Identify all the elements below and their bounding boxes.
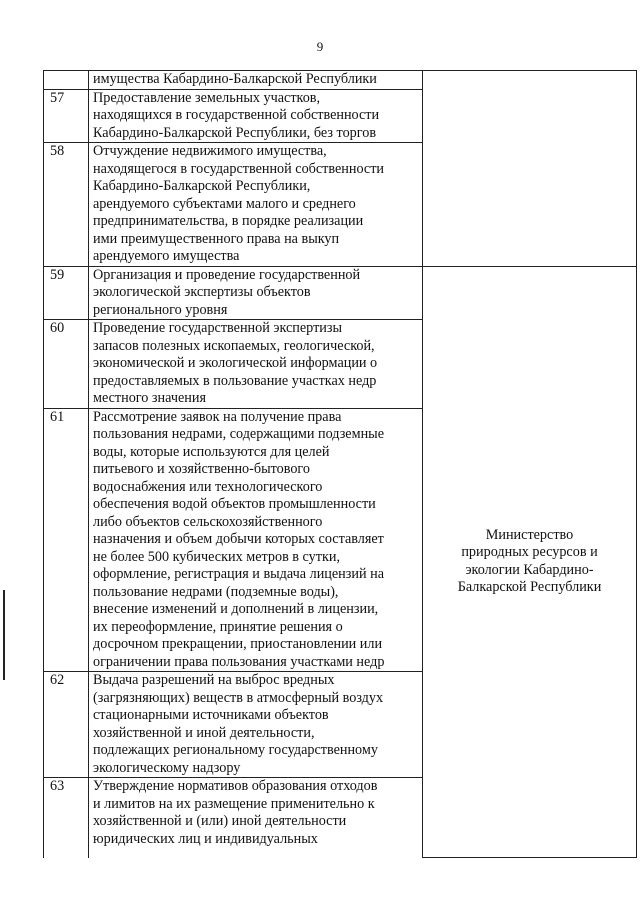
services-table xyxy=(43,70,637,858)
description-line: местного значения xyxy=(93,390,206,406)
description-line: арендуемого имущества xyxy=(93,248,240,264)
service-description xyxy=(89,89,423,143)
description-line: экологической экспертизы объектов xyxy=(93,284,311,300)
description-line: имущества Кабардино-Балкарской Республики xyxy=(93,71,377,87)
service-description xyxy=(89,143,423,267)
agency-line: Министерство xyxy=(485,526,574,543)
row-number: 57 xyxy=(44,89,89,143)
agency-line: Балкарской Республики xyxy=(457,579,602,596)
description-line: оформление, регистрация и выдача лицензий на xyxy=(93,566,384,582)
description-line: досрочном прекращении, приостановлении или xyxy=(93,636,383,652)
description-line: хозяйственной и иной деятельности, xyxy=(93,724,315,741)
description-line: предпринимательства, в порядке реализации xyxy=(93,213,364,229)
row-number: 58 xyxy=(44,143,89,267)
description-line: ими преимущественного права на выкуп xyxy=(93,230,340,247)
service-description xyxy=(89,71,423,90)
description-line: регионального уровня xyxy=(93,301,228,318)
service-description xyxy=(89,408,423,672)
description-line: Выдача разрешений на выброс вредных xyxy=(93,672,335,688)
page-number: 9 xyxy=(316,39,324,54)
row-number: 62 xyxy=(44,672,89,778)
table-row xyxy=(44,71,637,90)
service-description xyxy=(89,266,423,320)
service-description xyxy=(89,778,423,858)
description-line: хозяйственной и (или) иной деятельности xyxy=(93,813,347,829)
description-line: питьевого и хозяйственно-бытового xyxy=(93,461,310,477)
row-number xyxy=(44,71,89,90)
service-description xyxy=(89,320,423,409)
description-line: Проведение государственной экспертизы xyxy=(93,320,343,336)
service-description xyxy=(89,672,423,778)
description-line: Организация и проведение государственной xyxy=(93,266,361,283)
description-line: пользование недрами (подземные воды), xyxy=(93,583,339,600)
row-number: 63 xyxy=(44,778,89,858)
description-line: запасов полезных ископаемых, геологической, xyxy=(93,337,375,354)
description-line: Утверждение нормативов образования отходов xyxy=(93,778,378,794)
description-line: предоставляемых в пользование участках недр xyxy=(93,372,377,389)
description-line: назначения и объем добычи которых составляет xyxy=(93,531,384,547)
description-line: Кабардино-Балкарской Республики, без торгов xyxy=(93,124,377,141)
description-line: Отчуждение недвижимого имущества, xyxy=(93,143,327,159)
agency-line: природных ресурсов и xyxy=(461,544,598,561)
description-line: Предоставление земельных участков, xyxy=(93,89,321,106)
description-line: водоснабжения или технологического xyxy=(93,478,323,495)
description-line: Рассмотрение заявок на получение права xyxy=(93,408,342,425)
agency-line: экологии Кабардино- xyxy=(465,561,594,578)
description-line: стационарными источниками объектов xyxy=(93,707,329,723)
description-line: находящихся в государственной собственности xyxy=(93,107,380,123)
row-number: 60 xyxy=(44,320,89,409)
description-line: подлежащих региональному государственному xyxy=(93,742,378,758)
agency-cell xyxy=(423,266,637,858)
description-line: находящегося в государственной собственности xyxy=(93,160,385,177)
description-line: экономической и экологической информации о xyxy=(93,355,378,371)
description-line: и лимитов на их размещение применительно к xyxy=(93,795,375,812)
description-line: пользования недрами, содержащими подземные xyxy=(93,426,385,442)
description-line: арендуемого субъектами малого и среднего xyxy=(93,195,356,212)
description-line: не более 500 кубических метров в сутки, xyxy=(93,548,340,565)
agency-cell-empty xyxy=(423,71,637,267)
description-line: (загрязняющих) веществ в атмосферный воздух xyxy=(93,689,384,706)
description-line: либо объектов сельскохозяйственного xyxy=(93,513,323,530)
description-line: внесение изменений и дополнений в лицензии, xyxy=(93,601,379,617)
table-row xyxy=(44,266,637,320)
description-line: экологическому надзору xyxy=(93,759,241,776)
description-line: обеспечения водой объектов промышленности xyxy=(93,496,376,512)
description-line: их переоформление, принятие решения о xyxy=(93,618,343,635)
row-number: 59 xyxy=(44,266,89,320)
description-line: юридических лиц и индивидуальных xyxy=(93,830,318,847)
description-line: воды, которые используются для целей xyxy=(93,443,330,460)
description-line: ограничении права пользования участками недр xyxy=(93,653,385,670)
scan-mark xyxy=(3,590,5,680)
description-line: Кабардино-Балкарской Республики, xyxy=(93,178,311,194)
row-number: 61 xyxy=(44,408,89,672)
